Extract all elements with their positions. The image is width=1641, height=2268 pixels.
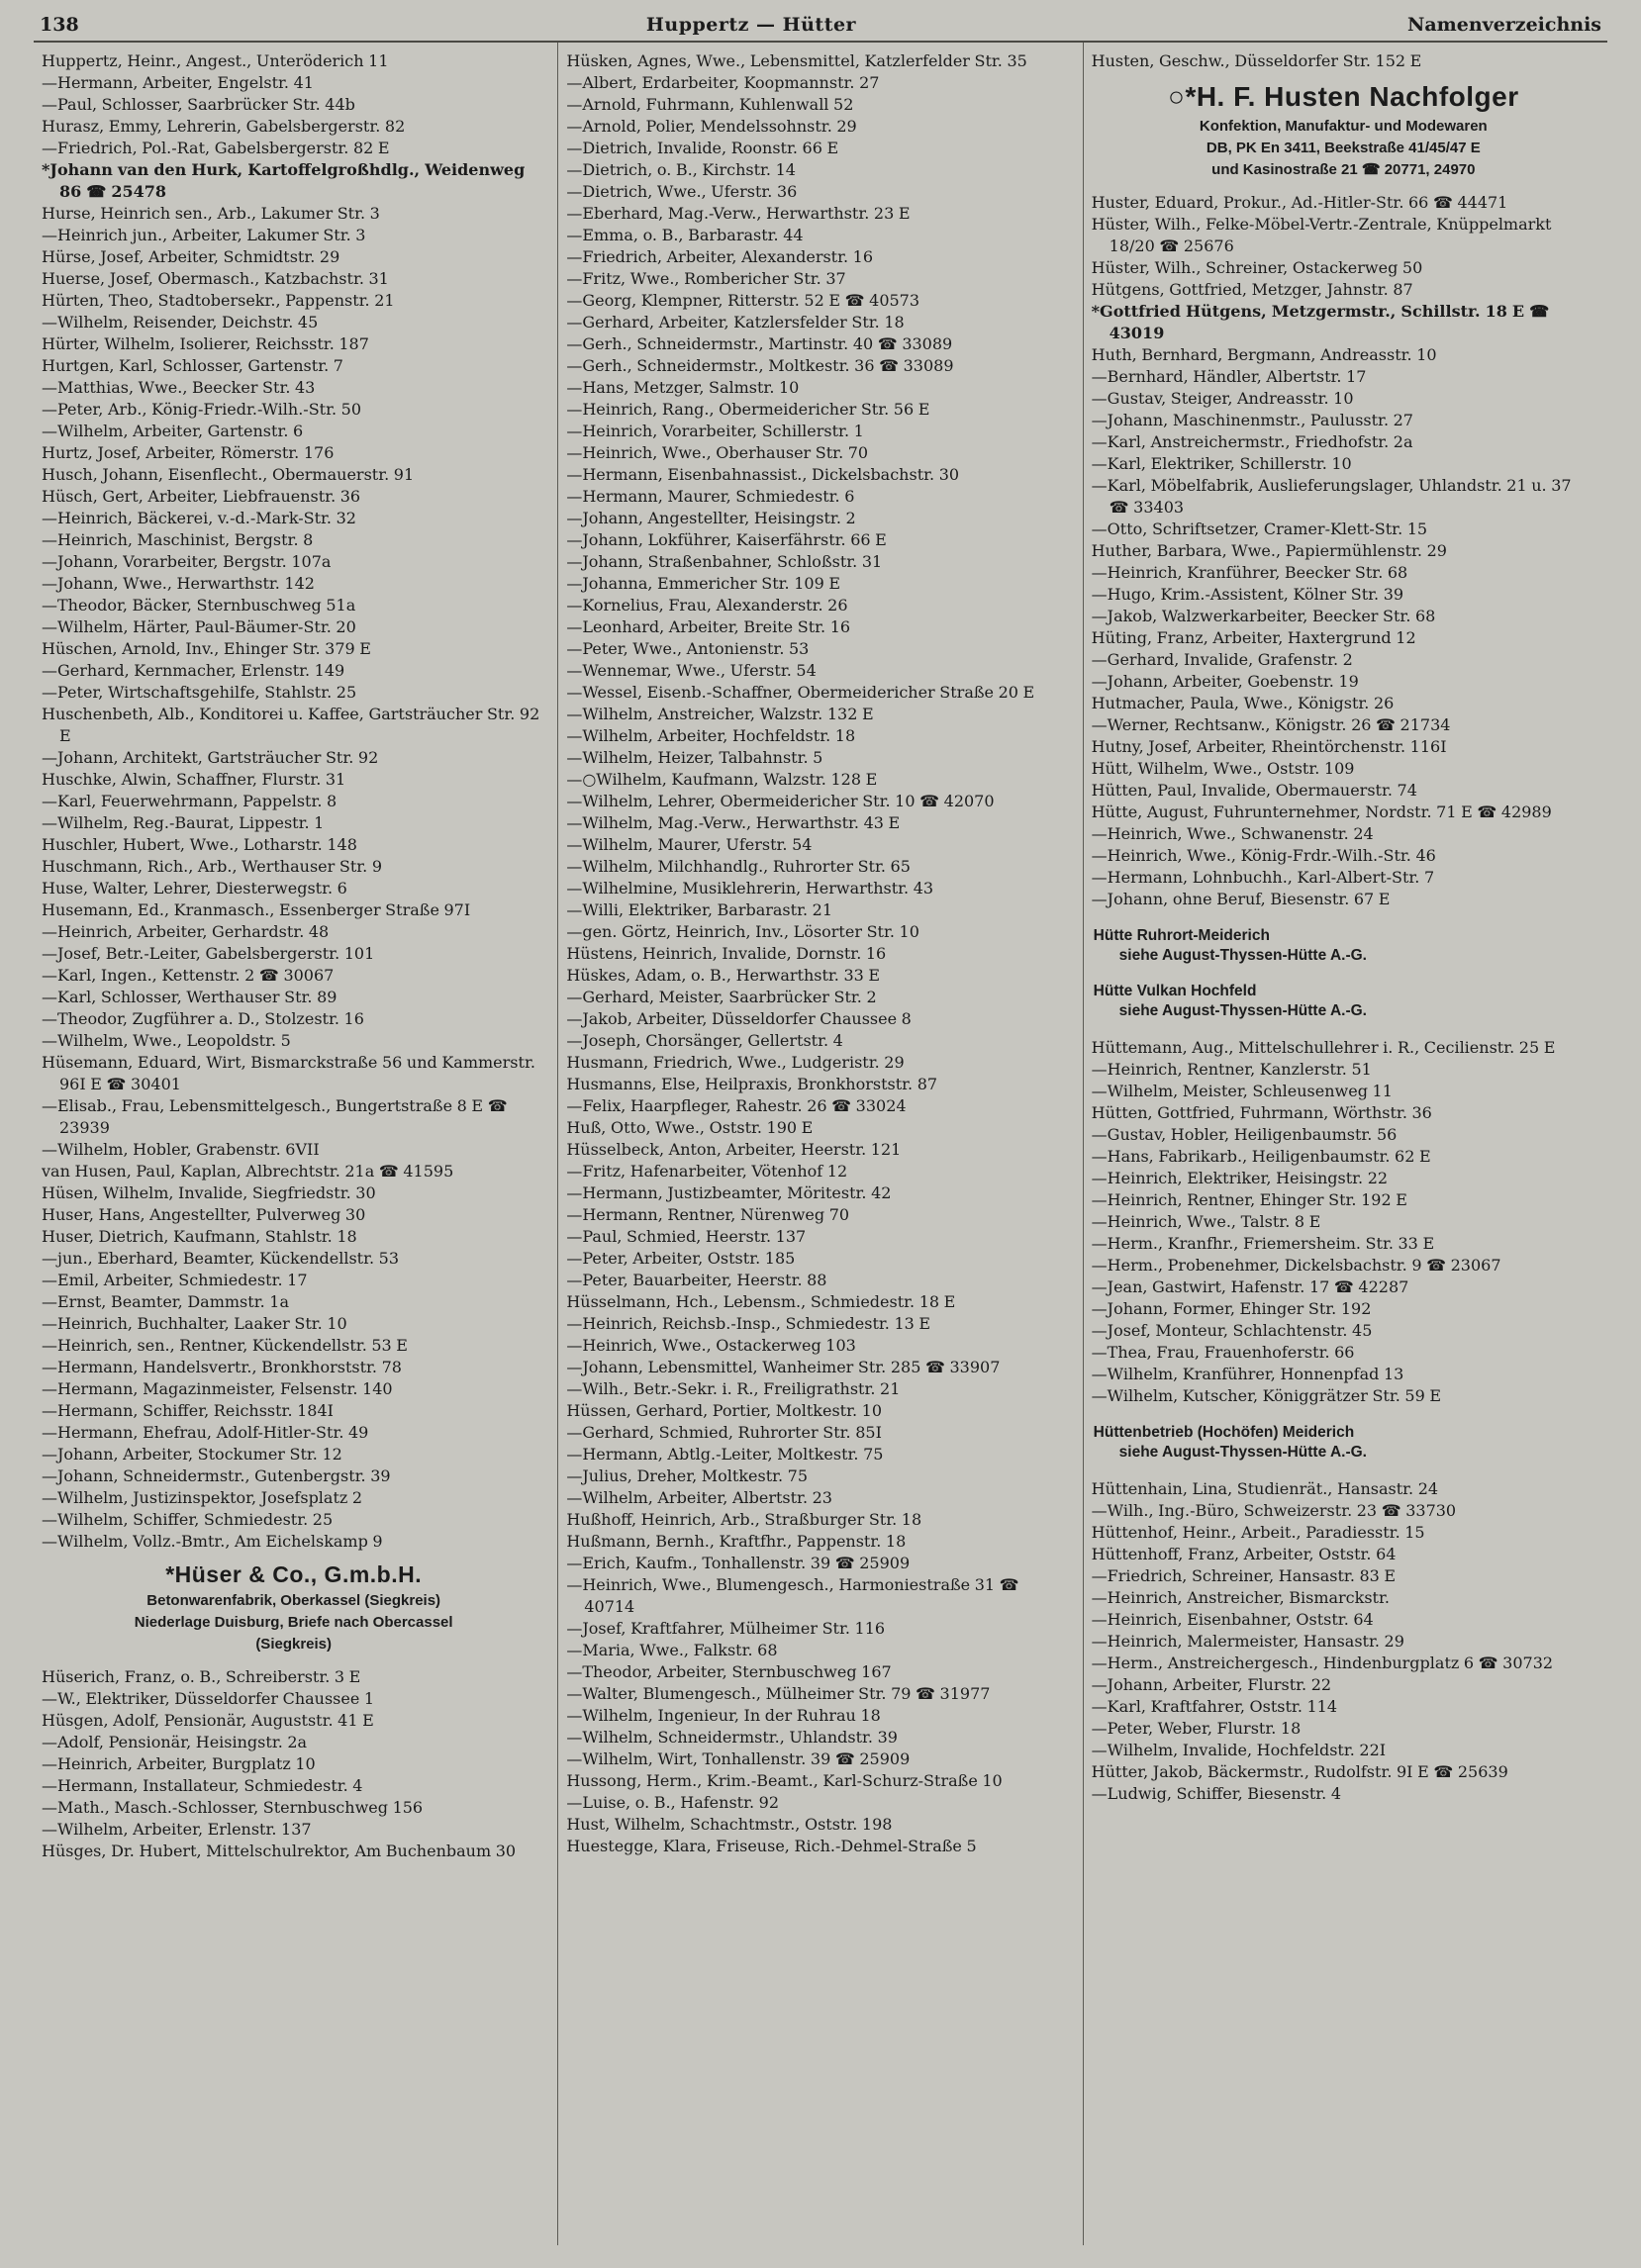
directory-entry: —Hermann, Lohnbuchh., Karl-Albert-Str. 7 [1091,867,1435,887]
directory-entry: —Gustav, Hobler, Heiligenbaumstr. 56 [1091,1124,1398,1144]
directory-entry: —Peter, Arbeiter, Oststr. 185 [566,1249,796,1268]
directory-entry: Hütten, Paul, Invalide, Obermauerstr. 74 [1091,780,1417,800]
directory-entry: Huther, Barbara, Wwe., Papiermühlenstr. 29 [1091,540,1447,560]
directory-entry: —Heinrich, Wwe., Talstr. 8 E [1091,1211,1321,1231]
directory-entry: Hüttenhain, Lina, Studienrät., Hansastr. 24 [1091,1478,1439,1498]
directory-entry: —Wilhelm, Kranführer, Honnenpfad 13 [1091,1364,1404,1383]
column-3 [1083,43,1607,2245]
directory-entry: —Fritz, Wwe., Rombericher Str. 37 [566,269,846,288]
directory-entry: —Herm., Probenehmer, Dickelsbachstr. 9 ☎ 23067 [1091,1255,1501,1275]
directory-entry: —Wilhelm, Wwe., Leopoldstr. 5 [42,1031,291,1050]
directory-entry: —Johann, Arbeiter, Stockumer Str. 12 [42,1445,342,1464]
cross-reference [1094,926,1595,966]
directory-entry: —Bernhard, Händler, Albertstr. 17 [1091,366,1367,386]
directory-entry: —Josef, Monteur, Schlachtenstr. 45 [1091,1320,1373,1340]
directory-entry: —Otto, Schriftsetzer, Cramer-Klett-Str. 15 [1091,519,1428,538]
cross-reference-name: Hütte Vulkan Hochfeld [1093,982,1257,999]
directory-entry: Hußmann, Bernh., Kraftfhr., Pappenstr. 18 [566,1532,907,1551]
directory-entry: —Ernst, Beamter, Dammstr. 1a [42,1292,289,1311]
directory-entry: —Luise, o. B., Hafenstr. 92 [566,1793,780,1812]
directory-entry: Huster, Eduard, Prokur., Ad.-Hitler-Str. 66 ☎ 44471 [1091,192,1508,212]
directory-entry: —Elisab., Frau, Lebensmittelgesch., Bungertstraße 8 E ☎ 23939 [42,1096,508,1137]
directory-entry: —Peter, Weber, Flurstr. 18 [1091,1718,1302,1738]
directory-entry: —Math., Masch.-Schlosser, Sternbuschweg 156 [42,1798,424,1818]
cross-reference-name: Hütte Ruhrort-Meiderich [1093,926,1270,944]
directory-entry: Hüsch, Gert, Arbeiter, Liebfrauenstr. 36 [42,487,361,506]
directory-entry: —Wilhelm, Arbeiter, Hochfeldstr. 18 [566,726,856,745]
directory-entry: —Johann, Former, Ehinger Str. 192 [1091,1298,1372,1318]
directory-entry: *Johann van den Hurk, Kartoffelgroßhdlg., Weidenweg 86 ☎ 25478 [42,160,526,201]
directory-entry: —Heinrich jun., Arbeiter, Lakumer Str. 3 [42,226,366,244]
directory-entry: Husmann, Friedrich, Wwe., Ludgeristr. 29 [566,1053,905,1072]
directory-entry: Huser, Hans, Angestellter, Pulverweg 30 [42,1205,366,1224]
directory-entry: —Felix, Haarpfleger, Rahestr. 26 ☎ 33024 [566,1096,907,1115]
directory-entry: —Wilhelm, Schneidermstr., Uhlandstr. 39 [566,1728,898,1747]
directory-entry: —Theodor, Arbeiter, Sternbuschweg 167 [566,1662,892,1681]
directory-entry: —Julius, Dreher, Moltkestr. 75 [566,1466,809,1485]
directory-entry: Hurasz, Emmy, Lehrerin, Gabelsbergerstr. 82 [42,117,406,136]
directory-entry: —Johann, Angestellter, Heisingstr. 2 [566,509,856,527]
directory-entry: Hussong, Herm., Krim.-Beamt., Karl-Schurz-Straße 10 [566,1771,1003,1790]
directory-entry: —Peter, Wwe., Antonienstr. 53 [566,639,810,658]
directory-entry: —Jakob, Arbeiter, Düsseldorfer Chaussee 8 [566,1009,912,1028]
directory-entry: —Wilhelm, Arbeiter, Erlenstr. 137 [42,1820,312,1840]
directory-entry: —Wilhelm, Invalide, Hochfeldstr. 22I [1091,1740,1387,1759]
directory-entry: —Karl, Möbelfabrik, Auslieferungslager, Uhlandstr. 21 u. 37 ☎ 33403 [1091,475,1572,517]
advertisement [1094,82,1593,180]
directory-entry: —Wessel, Eisenb.-Schaffner, Obermeidericher Straße 20 E [566,683,1035,702]
directory-entry: —Gerh., Schneidermstr., Martinstr. 40 ☎ 33089 [566,334,953,353]
directory-entry: —Peter, Wirtschaftsgehilfe, Stahlstr. 25 [42,683,357,702]
directory-entry: Hütt, Wilhelm, Wwe., Oststr. 109 [1091,758,1355,778]
advertisement-line: Betonwarenfabrik, Oberkassel (Siegkreis) [146,1592,441,1610]
directory-entry: Hüsken, Agnes, Wwe., Lebensmittel, Katzlerfelder Str. 35 [566,51,1027,70]
directory-entry: Hütte, August, Fuhrunternehmer, Nordstr. 71 E ☎ 42989 [1091,802,1552,821]
directory-entry: —Thea, Frau, Frauenhoferstr. 66 [1091,1342,1355,1362]
directory-entry: —Heinrich, Reichsb.-Insp., Schmiedestr. 13 E [566,1314,931,1333]
directory-entry: Hüsgen, Adolf, Pensionär, Auguststr. 41 E [42,1711,374,1731]
directory-entry: —Wilhelm, Maurer, Uferstr. 54 [566,835,813,854]
directory-entry: Huppertz, Heinr., Angest., Unteröderich 11 [42,51,389,70]
directory-entry: —Josef, Betr.-Leiter, Gabelsbergerstr. 101 [42,944,375,963]
directory-entry: —Heinrich, Wwe., König-Frdr.-Wilh.-Str. 46 [1091,845,1436,865]
directory-entry: —Theodor, Bäcker, Sternbuschweg 51a [42,596,356,614]
directory-entry: —Karl, Feuerwehrmann, Pappelstr. 8 [42,792,338,810]
directory-entry: Hurtgen, Karl, Schlosser, Gartenstr. 7 [42,356,343,375]
directory-entry: Hurse, Heinrich sen., Arb., Lakumer Str. 3 [42,204,380,223]
page-header [34,12,1607,43]
directory-entry: Hüttenhoff, Franz, Arbeiter, Oststr. 64 [1091,1544,1397,1563]
directory-entry: Huse, Walter, Lehrer, Diesterwegstr. 6 [42,879,347,898]
cross-reference [1094,982,1595,1021]
directory-entry: —Wilhelm, Milchhandlg., Ruhrorter Str. 65 [566,857,911,876]
directory-entry: —Fritz, Hafenarbeiter, Vötenhof 12 [566,1162,848,1181]
directory-entry: —Wilhelm, Mag.-Verw., Herwarthstr. 43 E [566,813,901,832]
directory-entry: —Hermann, Rentner, Nürenweg 70 [566,1205,850,1224]
directory-entry: —Wilhelm, Schiffer, Schmiedestr. 25 [42,1510,334,1529]
directory-entry: —Wilhelm, Arbeiter, Albertstr. 23 [566,1488,832,1507]
directory-entry: Husch, Johann, Eisenflecht., Obermauerstr. 91 [42,465,415,484]
directory-entry: —Paul, Schmied, Heerstr. 137 [566,1227,807,1246]
directory-entry: —Johann, Wwe., Herwarthstr. 142 [42,574,315,593]
directory-entry: Hüttenhof, Heinr., Arbeit., Paradiesstr. 15 [1091,1522,1425,1542]
directory-entry: —Wilhelm, Ingenieur, In der Ruhrau 18 [566,1706,881,1725]
directory-entry: —Johann, Lebensmittel, Wanheimer Str. 285 ☎ 33907 [566,1358,1001,1376]
directory-entry: —Peter, Bauarbeiter, Heerstr. 88 [566,1271,827,1289]
directory-entry: —Wilhelm, Meister, Schleusenweg 11 [1091,1081,1393,1100]
directory-entry: Hüsemann, Eduard, Wirt, Bismarckstraße 56 und Kammerstr. 96I E ☎ 30401 [42,1053,535,1093]
directory-entry: —Wilhelm, Hobler, Grabenstr. 6VII [42,1140,320,1159]
directory-entry: —Wilhelm, Kutscher, Königgrätzer Str. 59 E [1091,1385,1442,1405]
directory-entry: —Emma, o. B., Barbarastr. 44 [566,226,804,244]
directory-entry: —Jakob, Walzwerkarbeiter, Beecker Str. 68 [1091,606,1436,625]
directory-entry: —Gerh., Schneidermstr., Moltkestr. 36 ☎ 33089 [566,356,954,375]
directory-entry: —Hermann, Installateur, Schmiedestr. 4 [42,1776,363,1796]
directory-entry: —Hans, Metzger, Salmstr. 10 [566,378,800,397]
directory-entry: Hürten, Theo, Stadtobersekr., Pappenstr. 21 [42,291,395,310]
directory-entry: Huschke, Alwin, Schaffner, Flurstr. 31 [42,770,346,789]
directory-entry: —Wilhelm, Arbeiter, Gartenstr. 6 [42,422,304,440]
directory-entry: Husemann, Ed., Kranmasch., Essenberger Straße 97I [42,900,471,919]
directory-entry: —Heinrich, Kranführer, Beecker Str. 68 [1091,562,1408,582]
directory-entry: —Friedrich, Pol.-Rat, Gabelsbergerstr. 82 E [42,139,390,157]
directory-entry: Husten, Geschw., Düsseldorfer Str. 152 E [1091,51,1422,70]
directory-entry: —Wilhelmine, Musiklehrerin, Herwarthstr. 43 [566,879,934,898]
directory-entry: —Gustav, Steiger, Andreasstr. 10 [1091,388,1354,408]
directory-entry: —Wilhelm, Reg.-Baurat, Lippestr. 1 [42,813,325,832]
directory-entry: Hüschen, Arnold, Inv., Ehinger Str. 379 E [42,639,371,658]
directory-entry: —Friedrich, Arbeiter, Alexanderstr. 16 [566,247,874,266]
advertisement-line: DB, PK En 3411, Beekstraße 41/45/47 E [1206,139,1481,156]
directory-entry: —Wilhelm, Lehrer, Obermeidericher Str. 10 ☎ 42070 [566,792,995,810]
section-label: Namenverzeichnis [1406,14,1601,36]
advertisement-line: Konfektion, Manufaktur- und Modewaren [1199,117,1488,135]
directory-entry: —Heinrich, Wwe., Ostackerweg 103 [566,1336,856,1355]
directory-entry: —Hugo, Krim.-Assistent, Kölner Str. 39 [1091,584,1404,604]
directory-entry: —Emil, Arbeiter, Schmiedestr. 17 [42,1271,308,1289]
directory-entry: —Heinrich, Wwe., Oberhauser Str. 70 [566,443,869,462]
directory-entry: —Hermann, Arbeiter, Engelstr. 41 [42,73,314,92]
directory-entry: —Joseph, Chorsänger, Gellertstr. 4 [566,1031,843,1050]
directory-entry: —Johann, Schneidermstr., Gutenbergstr. 39 [42,1466,391,1485]
directory-entry: —Wilh., Ing.-Büro, Schweizerstr. 23 ☎ 33730 [1091,1500,1457,1520]
directory-entry: —Gerhard, Schmied, Ruhrorter Str. 85I [566,1423,882,1442]
directory-entry: Hutny, Josef, Arbeiter, Rheintörchenstr. 116I [1091,736,1447,756]
directory-entry: —Wilhelm, Heizer, Talbahnstr. 5 [566,748,823,767]
directory-entry: —Karl, Anstreichermstr., Friedhofstr. 2a [1091,431,1413,451]
directory-entry: —Theodor, Zugführer a. D., Stolzestr. 16 [42,1009,364,1028]
directory-entry: —Heinrich, Malermeister, Hansastr. 29 [1091,1631,1404,1651]
directory-entry: —Johanna, Emmericher Str. 109 E [566,574,841,593]
directory-entry: —Matthias, Wwe., Beecker Str. 43 [42,378,316,397]
cross-reference [1094,1423,1595,1463]
cross-reference-target: siehe August-Thyssen-Hütte A.-G. [1118,1443,1367,1461]
directory-entry: *Gottfried Hütgens, Metzgermstr., Schillstr. 18 E ☎ 43019 [1091,301,1550,342]
advertisement-line: und Kasinostraße 21 ☎ 20771, 24970 [1211,160,1476,178]
directory-entry: —Hermann, Eisenbahnassist., Dickelsbachstr. 30 [566,465,960,484]
directory-entry: —Heinrich, Rentner, Ehinger Str. 192 E [1091,1189,1407,1209]
directory-entry: —Wilh., Betr.-Sekr. i. R., Freiligrathstr. 21 [566,1379,901,1398]
directory-entry: Hüsges, Dr. Hubert, Mittelschulrektor, Am Buchenbaum 30 [42,1842,517,1861]
directory-entry: —Erich, Kaufm., Tonhallenstr. 39 ☎ 25909 [566,1554,911,1572]
directory-entry: Hütgens, Gottfried, Metzger, Jahnstr. 87 [1091,279,1413,299]
directory-entry: Hüskes, Adam, o. B., Herwarthstr. 33 E [566,966,881,985]
directory-entry: —W., Elektriker, Düsseldorfer Chaussee 1 [42,1689,375,1709]
directory-entry: —Jean, Gastwirt, Hafenstr. 17 ☎ 42287 [1091,1276,1409,1296]
cross-reference-name: Hüttenbetrieb (Hochöfen) Meiderich [1093,1423,1355,1441]
directory-entry: Huschenbeth, Alb., Konditorei u. Kaffee, Gartsträucher Str. 92 E [42,705,540,745]
directory-entry: Hust, Wilhelm, Schachtmstr., Oststr. 198 [566,1815,893,1834]
directory-entry: Hürter, Wilhelm, Isolierer, Reichsstr. 187 [42,334,369,353]
directory-entry: —Hermann, Abtlg.-Leiter, Moltkestr. 75 [566,1445,884,1464]
directory-entry: —Willi, Elektriker, Barbarastr. 21 [566,900,832,919]
directory-entry: Hüting, Franz, Arbeiter, Haxtergrund 12 [1091,627,1416,647]
directory-entry: —Johann, Arbeiter, Flurstr. 22 [1091,1674,1332,1694]
directory-entry: —Hans, Fabrikarb., Heiligenbaumstr. 62 E [1091,1146,1431,1166]
directory-entry: —Hermann, Ehefrau, Adolf-Hitler-Str. 49 [42,1423,369,1442]
directory-entry: —Heinrich, Wwe., Schwanenstr. 24 [1091,823,1374,843]
directory-entry: Hüssen, Gerhard, Portier, Moltkestr. 10 [566,1401,883,1420]
directory-entry: —Herm., Anstreichergesch., Hindenburgplatz 6 ☎ 30732 [1091,1653,1554,1672]
directory-entry: —Heinrich, Arbeiter, Gerhardstr. 48 [42,922,330,941]
directory-entry: Huschmann, Rich., Arb., Werthauser Str. 9 [42,857,382,876]
directory-entry: Huser, Dietrich, Kaufmann, Stahlstr. 18 [42,1227,357,1246]
column-2 [557,43,1082,2245]
directory-entry: —Ludwig, Schiffer, Biesenstr. 4 [1091,1783,1342,1803]
directory-entry: —Wilhelm, Reisender, Deichstr. 45 [42,313,319,331]
directory-entry: —Dietrich, Wwe., Uferstr. 36 [566,182,798,201]
directory-entry: Hüster, Wilh., Felke-Möbel-Vertr.-Zentrale, Knüppelmarkt 18/20 ☎ 25676 [1091,214,1552,255]
directory-entry: —Werner, Rechtsanw., Königstr. 26 ☎ 21734 [1091,714,1451,734]
directory-entry: —Hermann, Handelsvertr., Bronkhorststr. 78 [42,1358,402,1376]
directory-entry: —Heinrich, sen., Rentner, Kückendellstr. 53 E [42,1336,408,1355]
cross-reference-target: siehe August-Thyssen-Hütte A.-G. [1118,946,1367,964]
directory-entry: —Gerhard, Arbeiter, Katzlersfelder Str. 18 [566,313,905,331]
directory-entry: —Kornelius, Frau, Alexanderstr. 26 [566,596,848,614]
directory-entry: —Leonhard, Arbeiter, Breite Str. 16 [566,617,851,636]
advertisement [44,1562,543,1654]
directory-entry: —Gerhard, Kernmacher, Erlenstr. 149 [42,661,345,680]
directory-entry: —Heinrich, Vorarbeiter, Schillerstr. 1 [566,422,864,440]
cross-reference-target: siehe August-Thyssen-Hütte A.-G. [1118,1001,1367,1019]
directory-entry: —Arnold, Fuhrmann, Kuhlenwall 52 [566,95,854,114]
directory-entry: —Johann, ohne Beruf, Biesenstr. 67 E [1091,889,1391,908]
directory-entry: —Dietrich, o. B., Kirchstr. 14 [566,160,796,179]
directory-entry: —Josef, Kraftfahrer, Mülheimer Str. 116 [566,1619,886,1638]
directory-entry: —jun., Eberhard, Beamter, Kückendellstr. 53 [42,1249,400,1268]
directory-entry: —Albert, Erdarbeiter, Koopmannstr. 27 [566,73,880,92]
directory-entry: Hüster, Wilh., Schreiner, Ostackerweg 50 [1091,257,1423,277]
directory-entry: —Eberhard, Mag.-Verw., Herwarthstr. 23 E [566,204,911,223]
directory-entry: Huschler, Hubert, Wwe., Lotharstr. 148 [42,835,357,854]
directory-columns [34,43,1607,2245]
directory-entry: Hüserich, Franz, o. B., Schreiberstr. 3 E [42,1667,361,1687]
directory-entry: —Herm., Kranfhr., Friemersheim. Str. 33 E [1091,1233,1435,1253]
directory-entry: —Wennemar, Wwe., Uferstr. 54 [566,661,817,680]
directory-entry: —Heinrich, Wwe., Blumengesch., Harmoniestraße 31 ☎ 40714 [566,1575,1019,1616]
advertisement-line: (Siegkreis) [255,1636,333,1654]
directory-entry: Hüstens, Heinrich, Invalide, Dornstr. 16 [566,944,887,963]
directory-entry: —Walter, Blumengesch., Mülheimer Str. 79 ☎ 31977 [566,1684,991,1703]
directory-entry: Hußhoff, Heinrich, Arb., Straßburger Str. 18 [566,1510,922,1529]
directory-entry: —Johann, Straßenbahner, Schloßstr. 31 [566,552,883,571]
directory-entry: —Johann, Lokführer, Kaiserfährstr. 66 E [566,530,887,549]
advertisement-title: *Hüser & Co., G.m.b.H. [165,1561,423,1587]
directory-entry: —Hermann, Schiffer, Reichsstr. 184I [42,1401,334,1420]
directory-entry: —Heinrich, Maschinist, Bergstr. 8 [42,530,314,549]
advertisement-title: ○*H. F. Husten Nachfolger [1168,81,1519,112]
directory-entry: Hurtz, Josef, Arbeiter, Römerstr. 176 [42,443,335,462]
directory-entry: —Karl, Elektriker, Schillerstr. 10 [1091,453,1352,473]
directory-entry: —Gerhard, Invalide, Grafenstr. 2 [1091,649,1353,669]
directory-entry: —Wilhelm, Wirt, Tonhallenstr. 39 ☎ 25909 [566,1749,911,1768]
directory-entry: —Wilhelm, Vollz.-Bmtr., Am Eichelskamp 9 [42,1532,383,1551]
directory-entry: —Paul, Schlosser, Saarbrücker Str. 44b [42,95,355,114]
directory-entry: Hürse, Josef, Arbeiter, Schmidtstr. 29 [42,247,340,266]
directory-entry: Huß, Otto, Wwe., Oststr. 190 E [566,1118,814,1137]
directory-entry: —Heinrich, Arbeiter, Burgplatz 10 [42,1754,316,1774]
directory-entry: Huth, Bernhard, Bergmann, Andreasstr. 10 [1091,344,1437,364]
directory-entry: —Heinrich, Buchhalter, Laaker Str. 10 [42,1314,347,1333]
directory-entry: —Friedrich, Schreiner, Hansastr. 83 E [1091,1565,1397,1585]
directory-entry: —Heinrich, Bäckerei, v.-d.-Mark-Str. 32 [42,509,356,527]
directory-entry: —Johann, Vorarbeiter, Bergstr. 107a [42,552,332,571]
directory-entry: van Husen, Paul, Kaplan, Albrechtstr. 21a ☎ 41595 [42,1162,454,1181]
directory-entry: —Johann, Maschinenmstr., Paulusstr. 27 [1091,410,1413,429]
directory-entry: —Arnold, Polier, Mendelssohnstr. 29 [566,117,857,136]
directory-entry: —Wilhelm, Justizinspektor, Josefsplatz 2 [42,1488,363,1507]
directory-entry: Hütter, Jakob, Bäckermstr., Rudolfstr. 9I E ☎ 25639 [1091,1761,1508,1781]
directory-entry: —Karl, Schlosser, Werthauser Str. 89 [42,988,338,1006]
directory-entry: —Heinrich, Anstreicher, Bismarckstr. [1091,1587,1390,1607]
directory-entry: —Peter, Arb., König-Friedr.-Wilh.-Str. 50 [42,400,361,419]
directory-entry: Hüttemann, Aug., Mittelschullehrer i. R., Cecilienstr. 25 E [1091,1037,1556,1057]
directory-entry: Hütten, Gottfried, Fuhrmann, Wörthstr. 36 [1091,1102,1432,1122]
directory-entry: —○Wilhelm, Kaufmann, Walzstr. 128 E [566,770,878,789]
directory-entry: —Karl, Ingen., Kettenstr. 2 ☎ 30067 [42,966,335,985]
directory-entry: Huestegge, Klara, Friseuse, Rich.-Dehmel-Straße 5 [566,1837,977,1855]
directory-entry: —Heinrich, Rentner, Kanzlerstr. 51 [1091,1059,1372,1079]
directory-entry: —Wilhelm, Anstreicher, Walzstr. 132 E [566,705,874,723]
directory-entry: —Maria, Wwe., Falkstr. 68 [566,1641,778,1659]
directory-entry: —Georg, Klempner, Ritterstr. 52 E ☎ 40573 [566,291,920,310]
directory-entry: —Heinrich, Rang., Obermeidericher Str. 56 E [566,400,930,419]
directory-entry: —Karl, Kraftfahrer, Oststr. 114 [1091,1696,1338,1716]
page-title: Huppertz — Hütter [645,14,857,36]
directory-entry: —Wilhelm, Härter, Paul-Bäumer-Str. 20 [42,617,356,636]
directory-entry: Hüsselbeck, Anton, Arbeiter, Heerstr. 121 [566,1140,902,1159]
page-number: 138 [40,14,79,36]
column-1 [34,43,557,2245]
directory-entry: —Johann, Arbeiter, Goebenstr. 19 [1091,671,1359,691]
directory-entry: —Dietrich, Invalide, Roonstr. 66 E [566,139,839,157]
directory-entry: —Hermann, Magazinmeister, Felsenstr. 140 [42,1379,393,1398]
directory-entry: —Adolf, Pensionär, Heisingstr. 2a [42,1733,308,1752]
directory-entry: —Gerhard, Meister, Saarbrücker Str. 2 [566,988,877,1006]
directory-entry: Hüsen, Wilhelm, Invalide, Siegfriedstr. 30 [42,1183,376,1202]
directory-entry: Husmanns, Else, Heilpraxis, Bronkhorststr. 87 [566,1075,938,1093]
directory-entry: Hüsselmann, Hch., Lebensm., Schmiedestr. 18 E [566,1292,956,1311]
directory-entry: —Heinrich, Eisenbahner, Oststr. 64 [1091,1609,1374,1629]
directory-entry: Hutmacher, Paula, Wwe., Königstr. 26 [1091,693,1395,712]
advertisement-line: Niederlage Duisburg, Briefe nach Obercassel [134,1614,453,1632]
directory-entry: —Johann, Architekt, Gartsträucher Str. 92 [42,748,379,767]
directory-entry: —Hermann, Maurer, Schmiedestr. 6 [566,487,855,506]
directory-entry: —Heinrich, Elektriker, Heisingstr. 22 [1091,1168,1389,1187]
directory-entry: —gen. Görtz, Heinrich, Inv., Lösorter Str. 10 [566,922,919,941]
directory-entry: —Hermann, Justizbeamter, Möritestr. 42 [566,1183,892,1202]
directory-entry: Huerse, Josef, Obermasch., Katzbachstr. 31 [42,269,389,288]
